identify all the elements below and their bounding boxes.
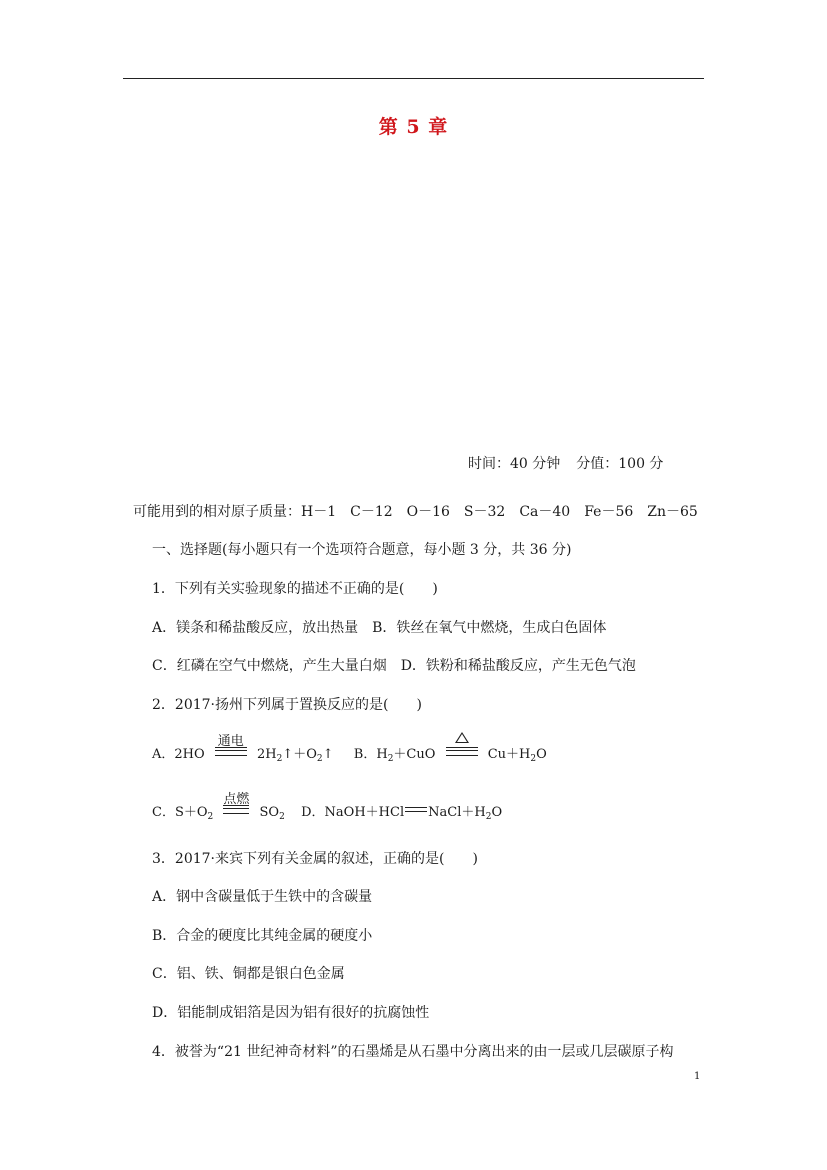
page-number: 1 [694,1071,701,1082]
q4-stem: 4．被誉为“21 世纪神奇材料”的石墨烯是从石墨中分离出来的由一层或几层碳原子构 [152,1044,674,1060]
q2-a-condition: 通电 [217,734,244,749]
section-title: 一、选择题(每小题只有一个选项符合题意，每小题 3 分，共 36 分) [152,542,572,558]
atomic-masses: 可能用到的相对原子质量：H－1 C－12 O－16 S－32 Ca－40 Fe－56 Zn－65 [133,504,698,520]
heat-equals-icon [446,747,478,762]
q3-option-a: A．钢中含碳量低于生铁中的含碳量 [152,889,373,905]
time-limit: 时间：40 分钟 [468,456,561,472]
exam-meta [468,453,663,473]
q1-options-cd: C．红磷在空气中燃烧，产生大量白烟 D．铁粉和稀盐酸反应，产生无色气泡 [152,658,636,674]
q3-option-d: D．铝能制成铝箔是因为铝有很好的抗腐蚀性 [152,1005,430,1021]
chapter-title: 第 5 章 [378,116,449,138]
q2-stem: 2．2017·扬州下列属于置换反应的是( ) [152,697,422,713]
q2-options-ab: A．2HO 通电 $2H_2↑+O_2↑$ B．$H_2+CuO$ $Cu+H_2O$ [152,743,547,762]
gas-arrow-icon: ↑ [322,747,334,762]
q2-option-d-text: D．NaOH＋HCl [301,805,405,820]
total-score: 分值：100 分 [576,456,664,472]
q2-options-cd: C．$S+O_2$ 点燃 $SO_2$ D．NaOH＋HCl $NaCl+H_2O$ [152,801,502,820]
q2-option-a-label: A．2H [152,747,194,762]
q2-c-condition: 点燃 [223,792,250,807]
q2-option-b-label: B．H [353,747,388,762]
q2-option-c-label: C．S＋O [152,805,208,820]
q3-option-b: B．合金的硬度比其纯金属的硬度小 [152,928,373,944]
heat-triangle-icon [455,732,469,743]
electrolysis-equals-icon [215,734,247,762]
q1-options-ab: A．镁条和稀盐酸反应，放出热量 B．铁丝在氧气中燃烧，生成白色固体 [152,620,607,636]
header-rule [123,78,704,79]
q3-stem: 3．2017·来宾下列有关金属的叙述，正确的是( ) [152,851,478,867]
q3-option-c: C．铝、铁、铜都是银白色金属 [152,966,345,982]
q2-option-d-tail: NaCl＋H [428,805,486,820]
ignition-equals-icon [223,792,250,820]
gas-arrow-icon: ↑ [282,747,294,762]
equals-icon [405,807,427,812]
q1-stem: 1．下列有关实验现象的描述不正确的是( ) [152,581,438,597]
